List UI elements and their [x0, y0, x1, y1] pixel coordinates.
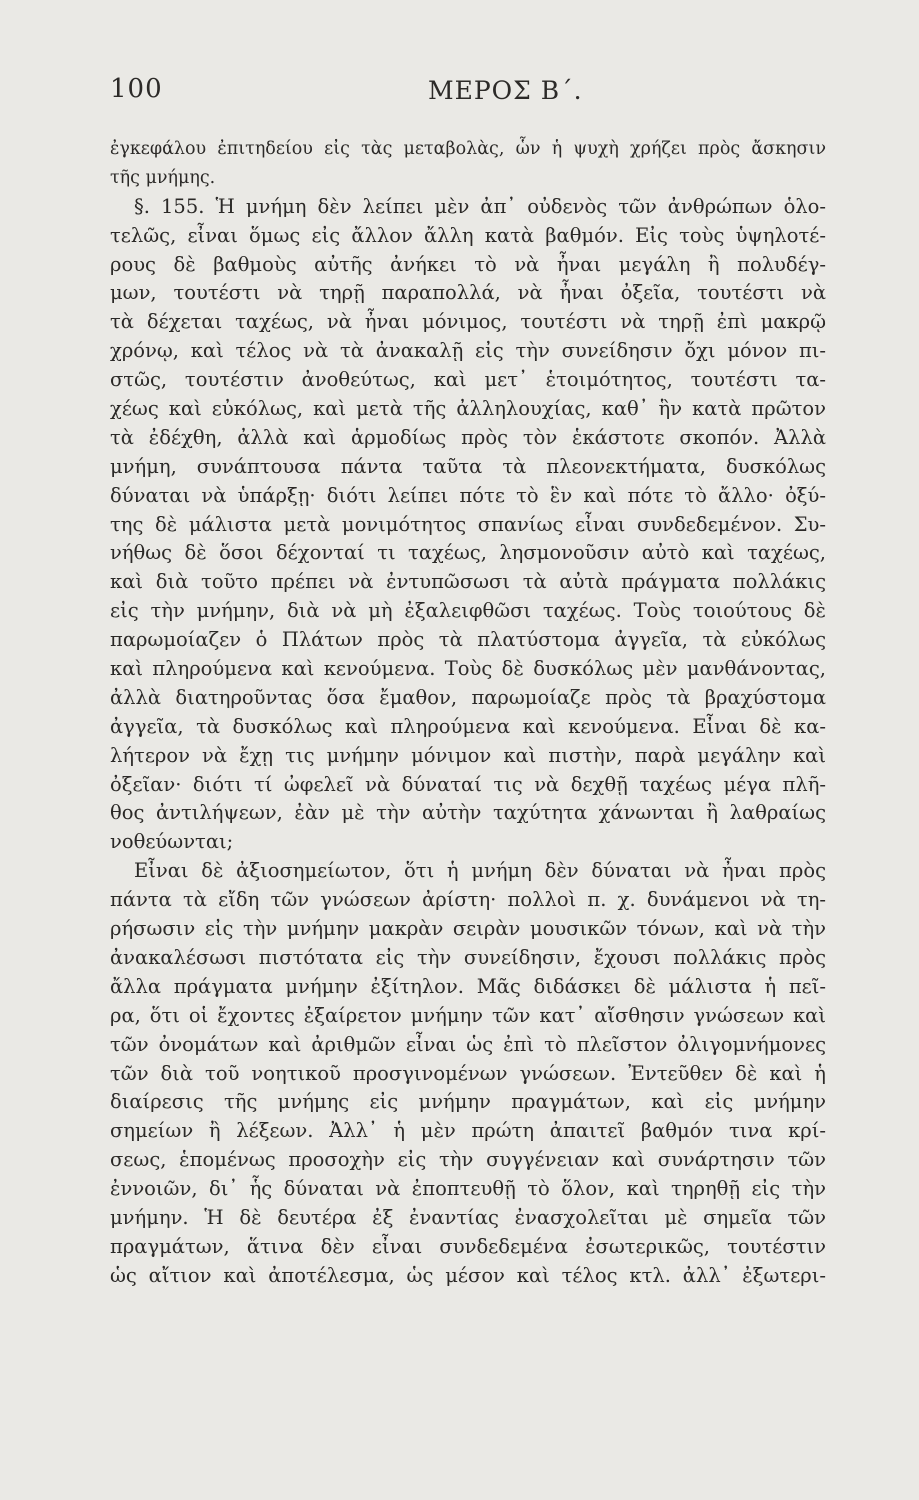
text-line: καὶ πληρούμενα καὶ κενούμενα. Τοὺς δὲ δυσκόλως μὲν μανθάνοντας,	[110, 657, 826, 681]
text-line: χέως καὶ εὐκόλως, καὶ μετὰ τῆς ἀλληλουχίας, καθ᾽ ἣν κατὰ πρῶτον	[110, 397, 826, 421]
text-line: ἐννοιῶν, δι᾽ ἧς δύναται νὰ ἐποπτευθῇ τὸ ὅλον, καὶ τηρηθῇ εἰς τὴν	[110, 1177, 826, 1201]
text-line: μνήμην. Ἡ δὲ δευτέρα ἐξ ἐναντίας ἐνασχολεῖται μὲ σημεῖα τῶν	[110, 1205, 826, 1229]
text-line: διαίρεσις τῆς μνήμης εἰς μνήμην πραγμάτων, καὶ εἰς μνήμην	[110, 1090, 826, 1114]
text-line: χρόνῳ, καὶ τέλος νὰ τὰ ἀνακαλῇ εἰς τὴν συνείδησιν ὄχι μόνον πι-	[110, 339, 826, 363]
text-line: ρα, ὅτι οἱ ἔχοντες ἐξαίρετον μνήμην τῶν κατ᾽ αἴσθησιν γνώσεων καὶ	[110, 1003, 826, 1027]
text-line: ἄλλα πράγματα μνήμην ἐξίτηλον. Μᾶς διδάσκει δὲ μάλιστα ἡ πεῖ-	[110, 974, 826, 998]
text-line: εἰς τὴν μνήμην, διὰ νὰ μὴ ἐξαλειφθῶσι ταχέως. Τοὺς τοιούτους δὲ	[110, 599, 826, 623]
text-line: τῆς μνήμης.	[110, 167, 216, 188]
running-head: ΜΕΡΟΣ Β΄.	[428, 76, 583, 105]
text-line: τῶν διὰ τοῦ νοητικοῦ προσγινομένων γνώσεων. Ἐντεῦθεν δὲ καὶ ἡ	[110, 1061, 826, 1085]
text-line: ἀγγεῖα, τὰ δυσκόλως καὶ πληρούμενα καὶ κενούμενα. Εἶναι δὲ κα-	[110, 714, 826, 738]
text-line: τὰ δέχεται ταχέως, νὰ ἦναι μόνιμος, τουτέστι νὰ τηρῇ ἐπὶ μακρῷ	[110, 310, 826, 334]
text-line: σεως, ἑπομένως προσοχὴν εἰς τὴν συγγένειαν καὶ συνάρτησιν τῶν	[110, 1148, 826, 1172]
text-line: θος ἀντιλήψεων, ἐὰν μὲ τὴν αὐτὴν ταχύτητα χάνωνται ἢ λαθραίως	[110, 801, 826, 825]
text-line: τὰ ἐδέχθη, ἀλλὰ καὶ ἁρμοδίως πρὸς τὸν ἑκάστοτε σκοπόν. Ἀλλὰ	[110, 425, 826, 449]
text-line: μων, τουτέστι νὰ τηρῇ παραπολλά, νὰ ἦναι ὀξεῖα, τουτέστι νὰ	[110, 281, 826, 305]
body-text	[110, 135, 826, 1291]
page-number: 100	[110, 74, 163, 104]
text-line: ὡς αἴτιον καὶ ἀποτέλεσμα, ὡς μέσον καὶ τέλος κτλ. ἀλλ᾽ ἐξωτερι-	[110, 1263, 826, 1287]
text-line: τελῶς, εἶναι ὅμως εἰς ἄλλον ἄλλη κατὰ βαθμόν. Εἰς τοὺς ὑψηλοτέ-	[110, 223, 826, 247]
text-line: πραγμάτων, ἅτινα δὲν εἶναι συνδεδεμένα ἐσωτερικῶς, τουτέστιν	[110, 1234, 826, 1258]
text-line: της δὲ μάλιστα μετὰ μονιμότητος σπανίως εἶναι συνδεδεμένον. Συ-	[110, 512, 826, 536]
text-line: ἐγκεφάλου ἐπιτηδείου εἰς τὰς μεταβολὰς, ὧν ἡ ψυχὴ χρήζει πρὸς ἄσκησιν	[110, 139, 826, 159]
text-line: νήθως δὲ ὅσοι δέχονταί τι ταχέως, λησμονοῦσιν αὐτὸ καὶ ταχέως,	[110, 541, 826, 565]
text-line: §. 155. Ἡ μνήμη δὲν λείπει μὲν ἀπ᾽ οὐδενὸς τῶν ἀνθρώπων ὁλο-	[134, 194, 826, 218]
text-line: δύναται νὰ ὑπάρξῃ· διότι λείπει πότε τὸ ἓν καὶ πότε τὸ ἄλλο· ὀξύ-	[110, 483, 826, 507]
text-line: ρους δὲ βαθμοὺς αὐτῆς ἀνήκει τὸ νὰ ἦναι μεγάλη ἢ πολυδέγ-	[110, 252, 826, 276]
text-line: καὶ διὰ τοῦτο πρέπει νὰ ἐντυπῶσωσι τὰ αὐτὰ πράγματα πολλάκις	[110, 570, 826, 594]
text-line: ἀνακαλέσωσι πιστότατα εἰς τὴν συνείδησιν, ἔχουσι πολλάκις πρὸς	[110, 945, 826, 969]
text-line: μνήμη, συνάπτουσα πάντα ταῦτα τὰ πλεονεκτήματα, δυσκόλως	[110, 454, 826, 478]
text-line: παρωμοίαζεν ὁ Πλάτων πρὸς τὰ πλατύστομα ἀγγεῖα, τὰ εὐκόλως	[110, 628, 826, 652]
text-line: νοθεύωνται;	[110, 830, 234, 854]
text-line: Εἶναι δὲ ἀξιοσημείωτον, ὅτι ἡ μνήμη δὲν δύναται νὰ ἦναι πρὸς	[134, 859, 826, 883]
text-line: τῶν ὀνομάτων καὶ ἀριθμῶν εἶναι ὡς ἐπὶ τὸ πλεῖστον ὀλιγομνήμονες	[110, 1032, 826, 1056]
text-line: στῶς, τουτέστιν ἀνοθεύτως, καὶ μετ᾽ ἑτοιμότητος, τουτέστι τα-	[110, 368, 826, 392]
text-line: σημείων ἢ λέξεων. Ἀλλ᾽ ἡ μὲν πρώτη ἀπαιτεῖ βαθμόν τινα κρί-	[110, 1119, 826, 1143]
text-line: ὀξεῖαν· διότι τί ὠφελεῖ νὰ δύναταί τις νὰ δεχθῇ ταχέως μέγα πλῆ-	[110, 772, 826, 796]
text-line: ρήσωσιν εἰς τὴν μνήμην μακρὰν σειρὰν μουσικῶν τόνων, καὶ νὰ τὴν	[110, 917, 826, 941]
text-line: λήτερον νὰ ἔχῃ τις μνήμην μόνιμον καὶ πιστὴν, παρὰ μεγάλην καὶ	[110, 743, 826, 767]
text-line: πάντα τὰ εἴδη τῶν γνώσεων ἀρίστη· πολλοὶ π. χ. δυνάμενοι νὰ τη-	[110, 888, 826, 912]
text-line: ἀλλὰ διατηροῦντας ὅσα ἔμαθον, παρωμοίαζε πρὸς τὰ βραχύστομα	[110, 685, 826, 709]
page-header	[110, 74, 830, 114]
